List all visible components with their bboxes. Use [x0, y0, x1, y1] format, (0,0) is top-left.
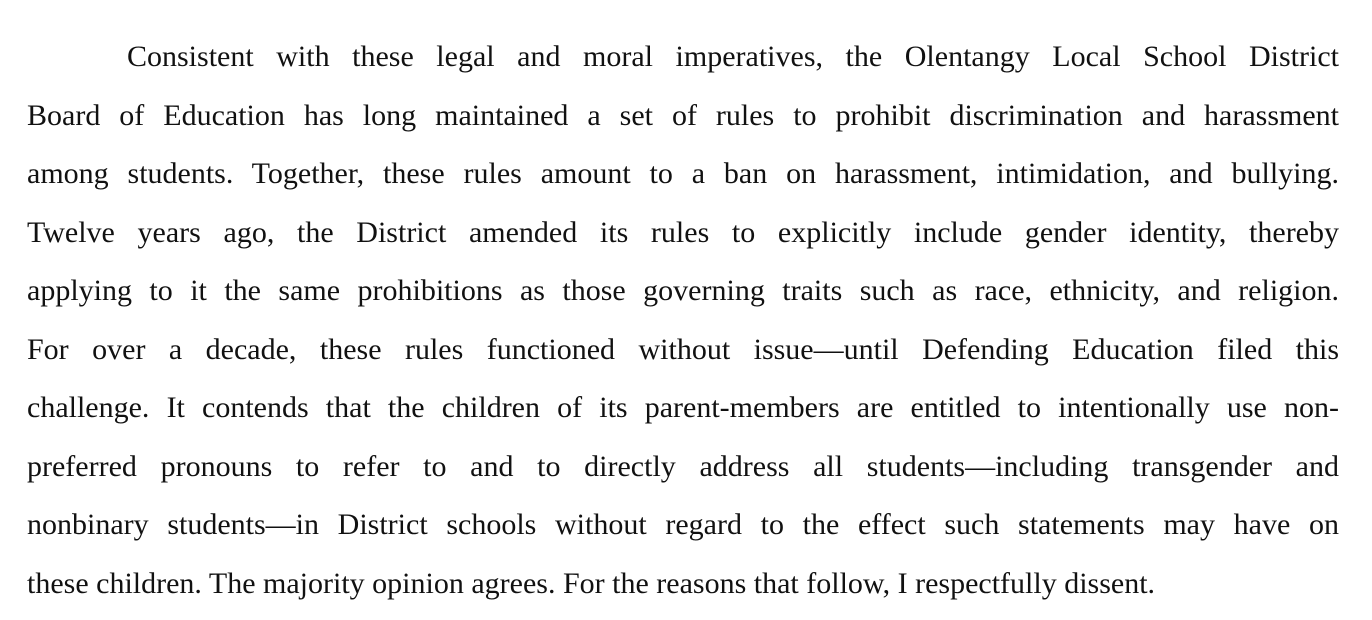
paragraph-line-9: nonbinary students—in District schools without regard to the effect such statements may have on	[27, 508, 1339, 541]
paragraph-line-1: Consistent with these legal and moral imperatives, the Olentangy Local School District	[127, 40, 1339, 73]
paragraph-line-7: challenge. It contends that the children of its parent-members are entitled to intentionally use non-	[27, 391, 1339, 424]
paragraph-line-8: preferred pronouns to refer to and to directly address all students—including transgender and	[27, 449, 1339, 483]
paragraph-line-4: Twelve years ago, the District amended its rules to explicitly include gender identity, thereby	[27, 215, 1339, 249]
dissent-paragraph	[27, 28, 1339, 613]
paragraph-line-10: these children. The majority opinion agrees. For the reasons that follow, I respectfully dissent.	[27, 566, 1156, 600]
paragraph-line-3: among students. Together, these rules amount to a ban on harassment, intimidation, and bullying.	[27, 157, 1339, 190]
paragraph-line-6: For over a decade, these rules functioned without issue—until Defending Education filed this	[27, 332, 1339, 366]
paragraph-line-5: applying to it the same prohibitions as those governing traits such as race, ethnicity, and religion.	[27, 274, 1339, 307]
paragraph-line-2: Board of Education has long maintained a set of rules to prohibit discrimination and harassment	[27, 98, 1339, 132]
document-page	[27, 28, 1339, 613]
